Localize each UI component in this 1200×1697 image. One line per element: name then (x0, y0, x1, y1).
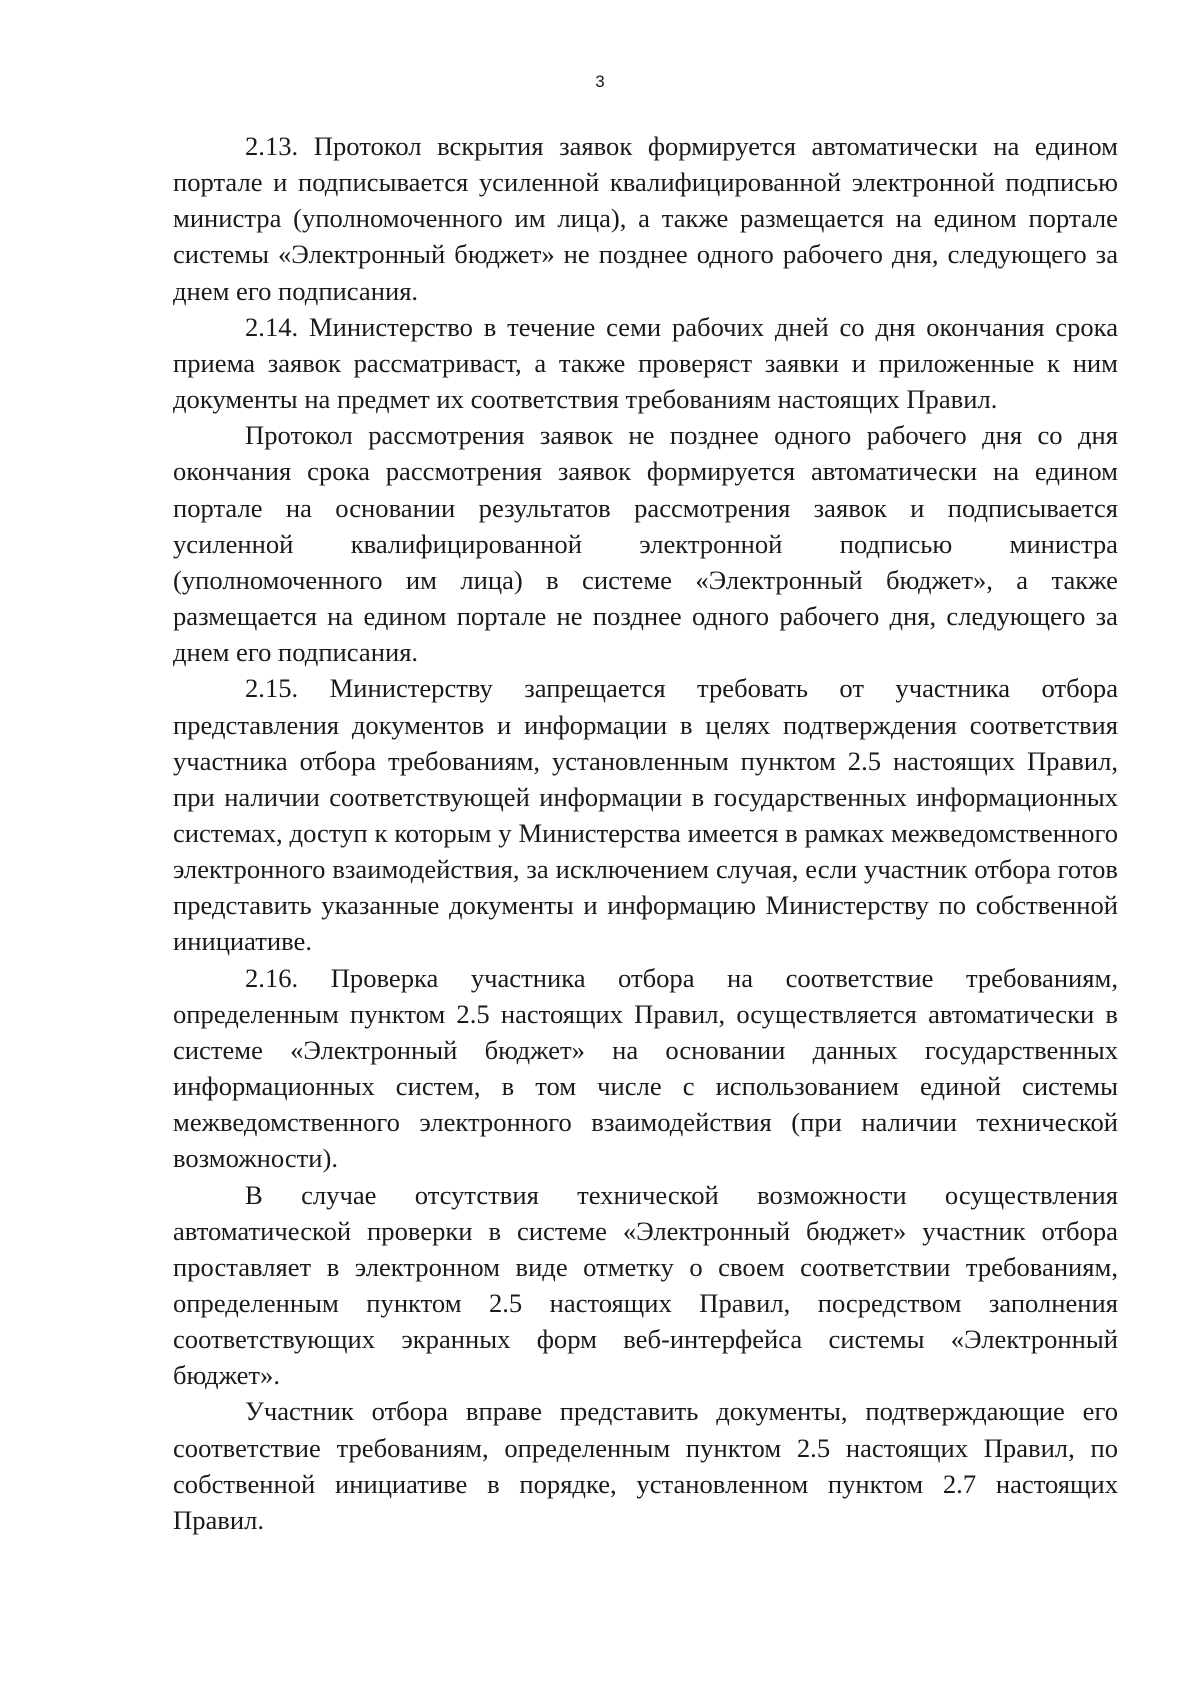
paragraph-2-13: 2.13. Протокол вскрытия заявок формируется автоматически на едином портале и подписывается усиленной квалифицированной электронной подписью министра (уполномоченного им лица), а также размещается на едином портале системы «Электронный бюджет» не позднее одного рабочего дня, следующего за днем его подписания. (173, 131, 1118, 306)
paragraph-review-protocol: Протокол рассмотрения заявок не позднее одного рабочего дня со дня окончания срока рассмотрения заявок формируется автоматически на едином портале на основании результатов рассмотрения заявок и подписывается усиленной квалифицированной электронной подписью министра (уполномоченного им лица) в системе «Электронный бюджет», а также размещается на едином портале не позднее одного рабочего дня, следующего за днем его подписания. (173, 420, 1118, 668)
paragraph-2-14: 2.14. Министерство в течение семи рабочих дней со дня окончания срока приема заявок рассматриваст, а также проверяст заявки и приложенные к ним документы на предмет их соответствия требованиям настоящих Правил. (173, 311, 1118, 415)
paragraph-participant-right: Участник отбора вправе представить документы, подтверждающие его соответствие требованиям, определенным пунктом 2.5 настоящих Правил, по собственной инициативе в порядке, установленном пунктом 2.7 настоящих Правил. (173, 1396, 1118, 1535)
paragraph-2-16: 2.16. Проверка участника отбора на соответствие требованиям, определенным пунктом 2.5 настоящих Правил, осуществляется автоматически в системе «Электронный бюджет» на основании данных государственных информационных систем, в том числе с использованием единой системы межведомственного электронного взаимодействия (при наличии технической возможности). (173, 962, 1118, 1174)
document-body (173, 128, 1118, 1538)
paragraph-2-15: 2.15. Министерству запрещается требовать от участника отбора представления документов и информации в целях подтверждения соответствия участника отбора требованиям, установленным пунктом 2.5 настоящих Правил, при наличии соответствующей информации в государственных информационных системах, доступ к которым у Министерства имеется в рамках межведомственного электронного взаимодействия, за исключением случая, если участник отбора готов представить указанные документы и информацию Министерству по собственной инициативе. (173, 673, 1118, 957)
paragraph-no-technical-possibility: В случае отсутствия технической возможности осуществления автоматической проверки в системе «Электронный бюджет» участник отбора проставляет в электронном виде отметку о своем соответствии требованиям, определенным пунктом 2.5 настоящих Правил, посредством заполнения соответствующих экранных форм веб-интерфейса системы «Электронный бюджет». (173, 1179, 1118, 1391)
page-number: 3 (595, 72, 605, 91)
